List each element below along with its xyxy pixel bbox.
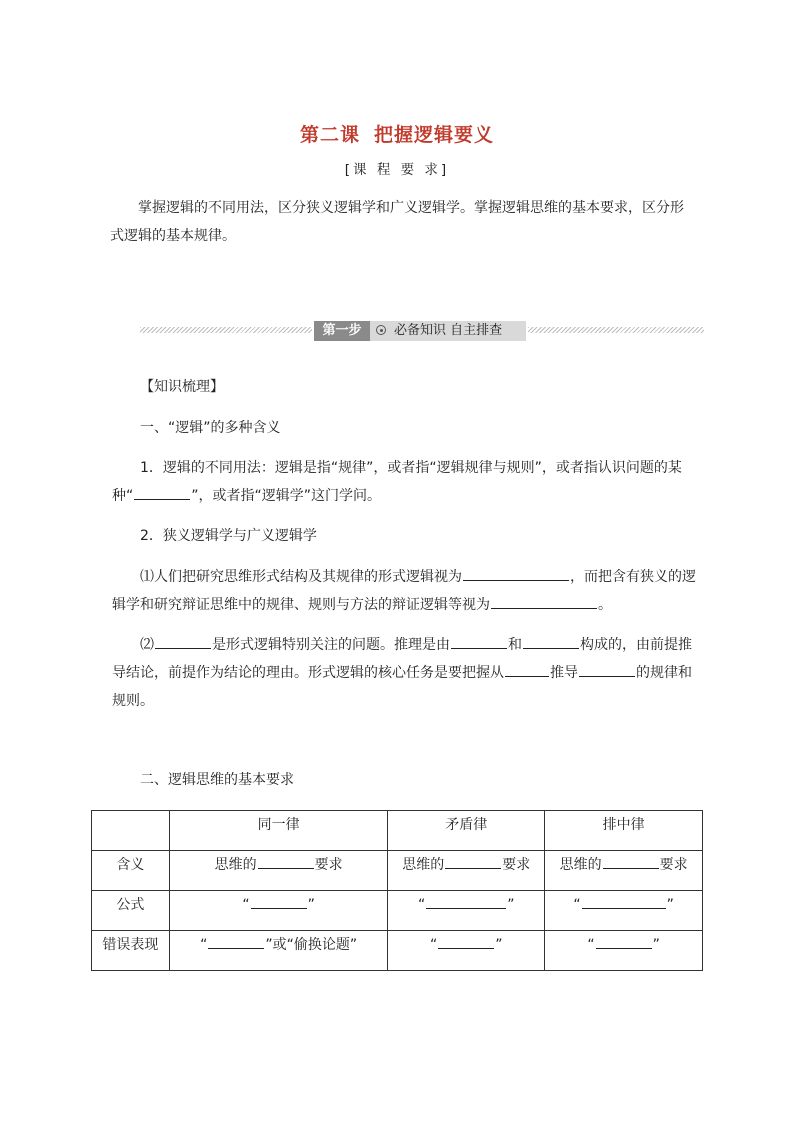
cell-text: “ (429, 937, 438, 953)
blank[interactable] (491, 594, 597, 609)
table-cell (545, 931, 703, 971)
banner-hatch-right (528, 327, 704, 333)
section2-heading: 二、逻辑思维的基本要求 (140, 772, 294, 788)
table-cell (545, 891, 703, 931)
cell-text: ”或“偷换论题” (265, 937, 358, 953)
blank[interactable] (426, 894, 506, 909)
cell-text: ” (495, 937, 503, 953)
page-title (0, 120, 794, 147)
blank[interactable] (155, 634, 211, 649)
blank[interactable] (596, 934, 652, 949)
sub1-text-c: 。 (598, 597, 612, 613)
banner-hatch-left (140, 327, 312, 333)
lesson-topic: 把握逻辑要义 (374, 124, 495, 146)
sub2-paragraph (112, 631, 696, 715)
cell-text: “ (200, 937, 208, 953)
item1-text-b: ”，或者指“逻辑学”这门学问。 (191, 488, 382, 504)
table-cell (169, 851, 388, 891)
step-banner (140, 321, 704, 341)
cell-text: 要求 (314, 857, 343, 873)
blank[interactable] (523, 634, 579, 649)
table-cell (388, 931, 545, 971)
sub1-paragraph (112, 563, 696, 619)
target-icon (376, 325, 386, 335)
course-requirements-heading: [课 程 要 求] (344, 162, 450, 178)
logic-laws-table (91, 810, 703, 971)
blank[interactable] (445, 854, 501, 869)
cell-text: 思维的 (402, 857, 445, 873)
table-cell (545, 851, 703, 891)
sub2-text-f: 的规律和规则。 (112, 665, 692, 709)
column-header: 矛盾律 (388, 811, 545, 851)
sub2-text-b: 是形式逻辑特别关注的问题。推理是由 (212, 637, 450, 653)
cell-text: 要求 (659, 857, 688, 873)
table-corner (92, 811, 170, 851)
banner-box (314, 321, 526, 341)
cell-text: 要求 (502, 857, 531, 873)
blank[interactable] (208, 934, 264, 949)
cell-text: “ (242, 897, 250, 913)
cell-text: “ (417, 897, 426, 913)
lesson-number: 第二课 (299, 124, 360, 146)
intro-paragraph: 掌握逻辑的不同用法，区分狭义逻辑学和广义逻辑学。掌握逻辑思维的基本要求，区分形式逻辑的基本规律。 (110, 200, 684, 244)
blank[interactable] (579, 662, 635, 677)
blank[interactable] (603, 854, 659, 869)
row-label: 公式 (92, 891, 170, 931)
blank[interactable] (251, 894, 307, 909)
knowledge-label: 【知识梳理】 (140, 379, 224, 395)
blank[interactable] (438, 934, 494, 949)
sub2-text-e: 推导 (550, 665, 578, 681)
cell-text: 思维的 (559, 857, 602, 873)
table-cell (169, 931, 388, 971)
table-row (92, 851, 703, 891)
table-header-row (92, 811, 703, 851)
sub1-text-b: ，而把含有狭义的逻辑学和研究辩证思维中的规律、规则与方法的辩证逻辑等视为 (112, 569, 696, 613)
sub2-text-a: ⑵ (140, 637, 154, 653)
banner-text: 必备知识 自主排查 (394, 323, 503, 338)
sub2-text-c: 和 (508, 637, 522, 653)
blank[interactable] (582, 894, 666, 909)
table-row (92, 891, 703, 931)
section1-heading: 一、“逻辑”的多种含义 (140, 420, 281, 436)
blank[interactable] (463, 566, 569, 581)
cell-text: 思维的 (214, 857, 257, 873)
sub1-text-a: ⑴人们把研究思维形式结构及其规律的形式逻辑视为 (140, 569, 462, 585)
item2-heading: 2．狭义逻辑学与广义逻辑学 (140, 528, 317, 544)
sub2-text-d: 构成的，由前提推导结论，前提作为结论的理由。形式逻辑的核心任务是要把握从 (112, 637, 692, 681)
item1-paragraph (112, 454, 696, 510)
table-row (92, 931, 703, 971)
blank[interactable] (258, 854, 314, 869)
cell-text: ” (666, 897, 674, 913)
blank[interactable] (451, 634, 507, 649)
table-cell (388, 891, 545, 931)
table-cell (388, 851, 545, 891)
row-label: 错误表现 (92, 931, 170, 971)
row-label: 含义 (92, 851, 170, 891)
blank[interactable] (134, 485, 190, 500)
cell-text: “ (573, 897, 581, 913)
cell-text: ” (652, 937, 660, 953)
cell-text: ” (307, 897, 315, 913)
cell-text: “ (587, 937, 595, 953)
cell-text: ” (507, 897, 515, 913)
item1-text-a: 1．逻辑的不同用法：逻辑是指“规律”，或者指“逻辑规律与规则”，或者指认识问题的某种“ (112, 460, 682, 504)
column-header: 排中律 (545, 811, 703, 851)
table-cell (169, 891, 388, 931)
column-header: 同一律 (169, 811, 388, 851)
blank[interactable] (505, 662, 549, 677)
step-tag: 第一步 (314, 321, 370, 341)
